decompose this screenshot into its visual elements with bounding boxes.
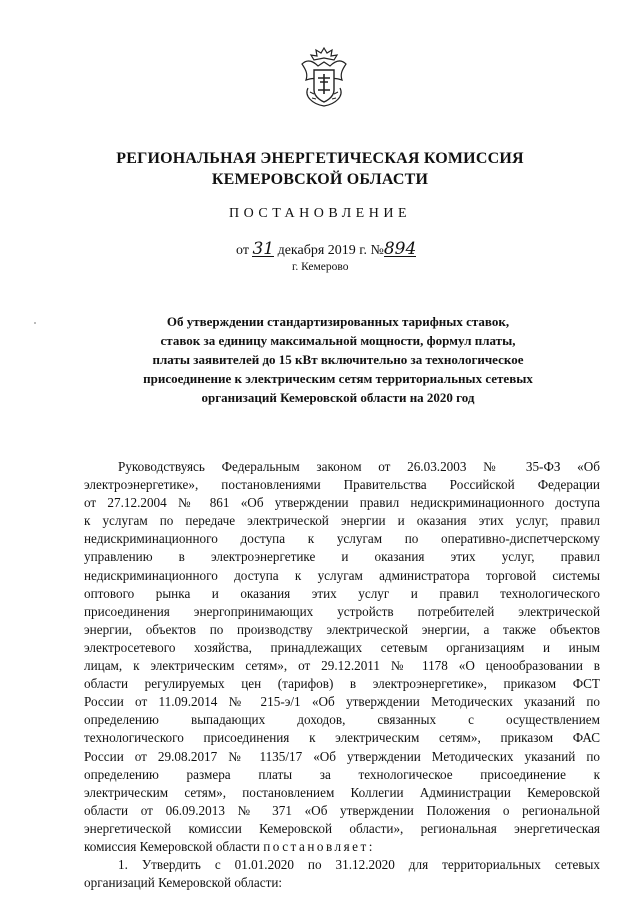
title-line: Об утверждении стандартизированных тарифных ставок, <box>166 314 510 329</box>
body-line: лицам, к электрическим сетям», от 29.12.2011 № 1178 «О ценообразовании в <box>84 658 600 674</box>
title-line: ставок за единицу максимальной мощности, формул платы, <box>160 333 516 348</box>
body-line: определению размера платы за технологическое присоединение к <box>84 766 600 782</box>
body-line: определению выпадающих доходов, связанных с осуществлением <box>84 712 600 728</box>
scan-speck <box>34 322 36 324</box>
body-line: России от 11.09.2014 № 215-э/1 «Об утверждении Методических указаний по <box>84 694 600 710</box>
body-line: технологического присоединения к электрическим сетям», приказом ФАС <box>84 730 600 746</box>
body-line: недискриминационного доступа к услугам администратора торговой системы <box>84 567 600 583</box>
body-line-resolution <box>84 838 600 856</box>
body-line: присоединения энергопринимающих устройств потребителей электрической <box>84 603 600 619</box>
body-line: Руководствуясь Федеральным законом от 26.03.2003 № 35-ФЗ «Об <box>118 459 600 474</box>
body-line: недискриминационного доступа к услугам по оперативно-диспетчерскому <box>84 531 600 547</box>
item-1-line: 1. Утвердить с 01.01.2020 по 31.12.2020 для территориальных сетевых <box>118 857 600 873</box>
city: г. Кемерово <box>292 261 349 273</box>
body-line: области регулируемых цен (тарифов) в электроэнергетике», приказом ФСТ <box>84 676 600 692</box>
body-line: электросетевого хозяйства, принадлежащих сетевым организациям и иным <box>84 639 600 655</box>
body-line: электроэнергетике», постановлениями Правительства Российской Федерации <box>84 477 600 493</box>
body-line: управлению в электроэнергетике и оказания этих услуг, правил <box>84 549 600 565</box>
title-line: платы заявителей до 15 кВт включительно за технологическое <box>152 352 524 367</box>
body-line: энергетической комиссии Кемеровской области», региональная энергетическая <box>84 820 600 836</box>
document-title <box>110 312 566 407</box>
coat-of-arms-icon <box>296 44 352 108</box>
document-type: ПОСТАНОВЛЕНИЕ <box>228 206 412 221</box>
title-line: присоединение к электрическим сетям территориальных сетевых <box>143 371 533 386</box>
date-month-year: декабря 2019 г. <box>277 243 367 258</box>
body-line: к услугам по передаче электрической энергии и оказания этих услуг, правил <box>84 513 600 529</box>
body-line: оптового рынка и оказания этих услуг и правил технологического <box>84 585 600 601</box>
handwritten-number: 894 <box>383 239 417 259</box>
title-line: организаций Кемеровской области на 2020 год <box>201 390 475 405</box>
number-prefix: № <box>370 243 384 258</box>
date-prefix: от <box>236 243 249 258</box>
body-line: энергии, объектов по производству электрической энергии, а также объектов <box>84 621 600 637</box>
body-line: области от 06.09.2013 № 371 «Об утверждении Положения о региональной <box>84 802 600 818</box>
document-body <box>84 458 600 892</box>
body-line: России от 29.08.2017 № 1135/17 «Об утверждении Методических указаний по <box>84 748 600 764</box>
organization-name-line1: РЕГИОНАЛЬНАЯ ЭНЕРГЕТИЧЕСКАЯ КОМИССИЯ <box>116 150 524 167</box>
body-line: электрическим сетям», постановлением Коллегии Администрации Кемеровской <box>84 784 600 800</box>
organization-name-line2: КЕМЕРОВСКОЙ ОБЛАСТИ <box>211 171 429 188</box>
item-1-line: организаций Кемеровской области: <box>84 875 283 891</box>
handwritten-day: 31 <box>252 239 275 259</box>
document-date-line <box>236 239 417 259</box>
resolution-word: постановляет: <box>263 838 375 854</box>
resolution-prefix: комиссия Кемеровской области <box>84 838 260 854</box>
body-line: от 27.12.2004 № 861 «Об утверждении правил недискриминационного доступа <box>84 495 600 511</box>
